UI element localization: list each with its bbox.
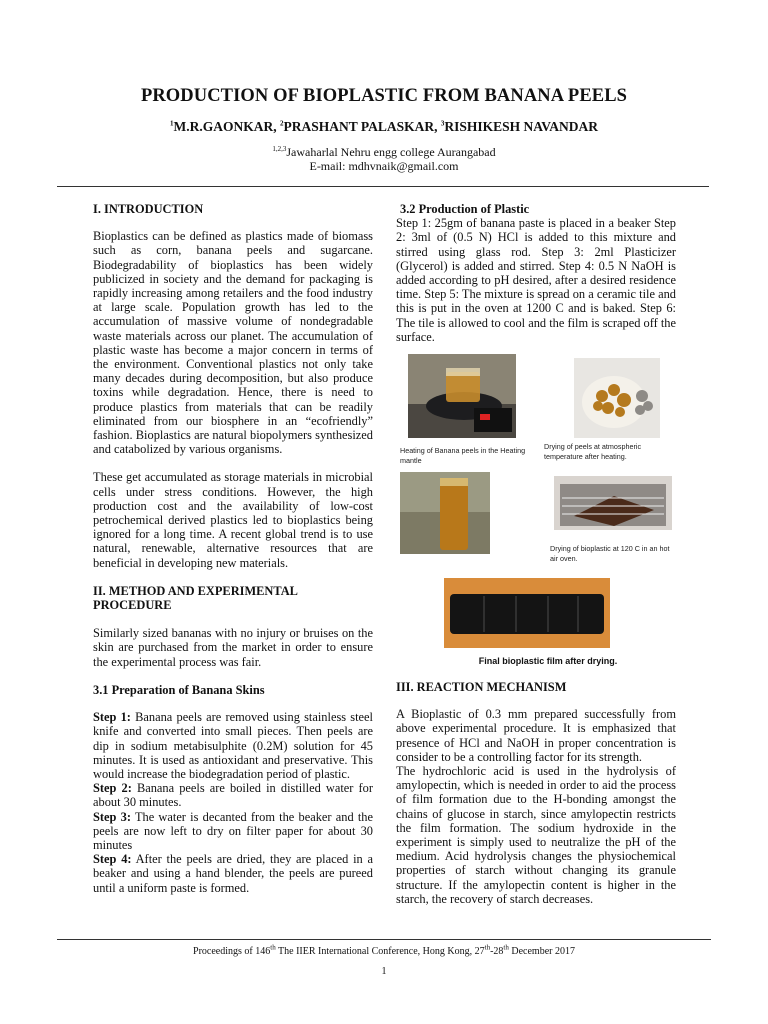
footer-sup-3: th: [503, 943, 509, 952]
author-list: [0, 119, 768, 135]
affiliation-text: Jawaharlal Nehru engg college Aurangabad: [286, 145, 496, 159]
drying-peels-caption: Drying of peels at atmospheric temperature after heating.: [544, 442, 642, 461]
footer-post: December 2017: [508, 946, 575, 957]
prep-step-4-text: After the peels are dried, they are placed in a beaker and using a hand blender, the peels are pureed until a uniform paste is formed.: [93, 852, 374, 895]
oven-caption: Drying of bioplastic at 120 C in an hot air oven.: [550, 544, 670, 563]
production-paragraph: Step 1: 25gm of banana paste is placed in a beaker Step 2: 3ml of (0.5 N) HCl is added to this mixture and stirred using glass rod. Step 3: 2ml Plasticizer (Glycerol) is added and stirred. Step 4: 0.5 N NaOH is added according to pH desired, after a desired residence time. Step 5: The mixture is spread on a ceramic tile and this is put in the oven at 1200 C and is baked. Step 6: The tile is allowed to cool and the film is scraped off the surface.: [396, 216, 676, 344]
reaction-paragraph-1: A Bioplastic of 0.3 mm prepared successfully from above experimental procedure. It is emphasized that presence of HCl and NaOH in proper concentration is consider to be a controlling factor for its strength.: [396, 707, 676, 764]
affiliation: [0, 145, 768, 173]
production-heading: 3.2 Production of Plastic: [400, 202, 530, 216]
prep-step-1-label: Step 1:: [93, 710, 131, 725]
prep-step-1: [93, 710, 373, 781]
author-3-name: RISHIKESH NAVANDAR: [444, 119, 599, 134]
heating-caption: Heating of Banana peels in the Heating mantle: [400, 446, 526, 465]
footer-sup-2: th: [484, 943, 491, 952]
left-column: [93, 202, 373, 895]
beaker-paste-photo: [400, 472, 490, 554]
right-column-bottom: [396, 680, 676, 906]
process-figure: [398, 350, 678, 666]
footer-pre: Proceedings of 146: [193, 946, 271, 957]
author-1-sup: 1: [169, 119, 174, 128]
footer-divider: [57, 939, 711, 940]
header-divider: [57, 186, 709, 187]
footer-sup-1: th: [270, 943, 276, 952]
prep-step-3-text: The water is decanted from the beaker and the peels are now left to dry on filter paper for about 30 minutes: [93, 809, 373, 852]
reaction-paragraph-2: The hydrochloric acid is used in the hydrolysis of amylopectin, which is needed in order to aid the process of film formation due to the H-bonding amongst the chains of glucose in starch, since amylopectin restricts the film formation. The sodium hydroxide in the experiment is simply used to neutralize the pH of the medium. Acid hydrolysis changes the physiochemical properties of starch without changing its granule structure. If the amylopectin content is higher in the starch, the recovery of starch decreases.: [396, 764, 676, 906]
prep-step-3: [93, 810, 373, 853]
drying-peels-photo: [574, 358, 660, 438]
figure-caption: Final bioplastic film after drying.: [478, 656, 618, 666]
affiliation-sup: 1,2,3: [272, 145, 287, 153]
oven-photo: [554, 476, 672, 530]
prep-heading: 3.1 Preparation of Banana Skins: [93, 682, 265, 697]
prep-step-2-text: Banana peels are boiled in distilled water for about 30 minutes.: [93, 781, 373, 810]
page-number: 1: [381, 966, 387, 977]
prep-step-4: [93, 852, 373, 895]
footer-dash: -28: [490, 946, 504, 957]
intro-heading: I. INTRODUCTION: [93, 202, 204, 216]
prep-step-4-label: Step 4:: [93, 852, 132, 867]
author-email: E-mail: mdhvnaik@gmail.com: [309, 159, 459, 173]
author-2-sup: 2: [279, 119, 284, 128]
author-1-name: M.R.GAONKAR,: [173, 119, 280, 134]
prep-step-3-label: Step 3:: [93, 809, 131, 824]
intro-paragraph-2: These get accumulated as storage materials in microbial cells under stress conditions. However, the high production cost and the availability of low-cost petrochemical derived plastics led to bioplastics being ignored for a long time. A recent global trend is to use natural, renewable, alternative resources that are beneficial in developing new materials.: [93, 470, 373, 570]
prep-step-1-text: Banana peels are removed using stainless steel knife and converted into small pieces. Then peels are dip in sodium metabisulphite (0.2M) solution for 45 minutes. It is used as antioxidant and preservative. This would increase the biodegradation period of plastic.: [93, 710, 373, 781]
page-footer: [0, 943, 768, 957]
method-paragraph: Similarly sized bananas with no injury or bruises on the skin are purchased from the market in order to ensure the experimental process was fair.: [93, 626, 373, 669]
heating-mantle-photo: [408, 354, 516, 438]
intro-paragraph-1: Bioplastics can be defined as plastics made of biomass such as corn, banana peels and sugarcane. Biodegradability of bioplastics has been widely publicized in society and the demand for packaging is rapidly increasing among retailers and the food industry at large scale. Population growth has led to the accumulation of massive volume of nondegradable waste materials across our planet. The accumulation of plastic waste has become a major concern in terms of the environment. Conventional plastics not only take many decades during decomposition, but also produce toxins while degradation. Hence, there is need to produce plastics from materials that can be readily eliminated from our biosphere in an “ecofriendly” fashion. Bioplastics are natural biopolymers synthesized and catabolized by various organisms.: [93, 229, 373, 457]
paper-title: PRODUCTION OF BIOPLASTIC FROM BANANA PEELS: [140, 86, 628, 106]
final-film-photo: [444, 578, 610, 648]
footer-mid: The IIER International Conference, Hong Kong, 27: [275, 946, 485, 957]
author-2-name: PRASHANT PALASKAR,: [283, 119, 441, 134]
prep-step-2: [93, 781, 373, 809]
right-column-top: [396, 202, 676, 344]
author-3-sup: 3: [440, 119, 445, 128]
prep-step-2-label: Step 2:: [93, 781, 132, 796]
reaction-heading: III. REACTION MECHANISM: [396, 680, 567, 694]
method-heading: II. METHOD AND EXPERIMENTAL PROCEDURE: [93, 583, 298, 613]
